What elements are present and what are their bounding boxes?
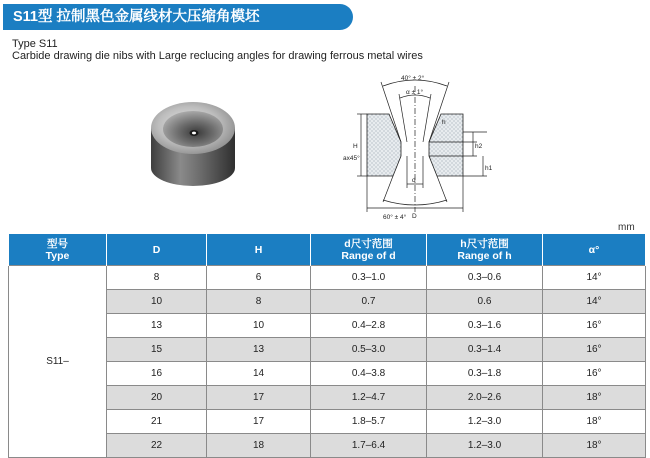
product-description: Carbide drawing die nibs with Large reclucing angles for drawing ferrous metal wires <box>12 50 423 62</box>
cell-d-range: 0.4–2.8 <box>311 314 427 338</box>
cell-alpha: 14° <box>543 266 646 290</box>
table-row <box>9 266 646 290</box>
cell-d-range: 0.5–3.0 <box>311 338 427 362</box>
cell-h-range: 1.2–3.0 <box>427 410 543 434</box>
cell-H: 6 <box>207 266 311 290</box>
cell-alpha: 16° <box>543 314 646 338</box>
cell-D: 16 <box>107 362 207 386</box>
column-header-h-range: h尺寸范围 Range of h <box>427 234 543 266</box>
cell-H: 17 <box>207 386 311 410</box>
cell-d-range: 0.4–3.8 <box>311 362 427 386</box>
cell-h-range: 0.3–1.4 <box>427 338 543 362</box>
column-header-d-range: d尺寸范围 Range of d <box>311 234 427 266</box>
table-header-row <box>9 234 646 266</box>
cell-D: 8 <box>107 266 207 290</box>
D-label: D <box>412 213 417 220</box>
chamfer-label: ax45° <box>343 155 360 162</box>
cell-alpha: 14° <box>543 290 646 314</box>
cell-H: 13 <box>207 338 311 362</box>
cell-d-range: 1.7–6.4 <box>311 434 427 458</box>
column-header-type: 型号 Type <box>9 234 107 266</box>
cross-section-diagram <box>317 72 497 222</box>
inner-angle-label: α ± 1° <box>406 89 424 96</box>
type-cell: S11– <box>9 266 107 458</box>
spec-table <box>8 234 646 458</box>
cell-alpha: 18° <box>543 386 646 410</box>
title-banner <box>3 4 353 30</box>
cell-h-range: 1.2–3.0 <box>427 434 543 458</box>
cell-H: 18 <box>207 434 311 458</box>
cell-d-range: 1.2–4.7 <box>311 386 427 410</box>
cell-D: 20 <box>107 386 207 410</box>
page-title: S11型 拉制黑色金属线材大压缩角模坯 <box>13 9 260 25</box>
cell-H: 8 <box>207 290 311 314</box>
column-header-D: D <box>107 234 207 266</box>
cell-H: 14 <box>207 362 311 386</box>
cell-D: 13 <box>107 314 207 338</box>
top-angle-label: 40° ± 2° <box>401 75 425 82</box>
cell-D: 15 <box>107 338 207 362</box>
cell-h-range: 2.0–2.6 <box>427 386 543 410</box>
die-nib-photo <box>148 98 238 190</box>
cell-alpha: 18° <box>543 434 646 458</box>
cell-D: 21 <box>107 410 207 434</box>
type-label: Type S11 <box>12 38 58 50</box>
h-label: h <box>442 119 446 126</box>
cell-h-range: 0.3–1.6 <box>427 314 543 338</box>
H-label: H <box>353 143 358 150</box>
cell-H: 17 <box>207 410 311 434</box>
column-header-H: H <box>207 234 311 266</box>
cell-d-range: 0.3–1.0 <box>311 266 427 290</box>
column-header-alpha: α° <box>543 234 646 266</box>
cell-h-range: 0.3–1.8 <box>427 362 543 386</box>
cell-D: 10 <box>107 290 207 314</box>
cell-alpha: 16° <box>543 338 646 362</box>
cell-alpha: 16° <box>543 362 646 386</box>
cell-h-range: 0.3–0.6 <box>427 266 543 290</box>
cell-D: 22 <box>107 434 207 458</box>
cell-d-range: 1.8–5.7 <box>311 410 427 434</box>
bottom-angle-label: 60° ± 4° <box>383 214 407 221</box>
cell-h-range: 0.6 <box>427 290 543 314</box>
cell-d-range: 0.7 <box>311 290 427 314</box>
d-label: d <box>412 177 416 184</box>
cell-H: 10 <box>207 314 311 338</box>
unit-label: mm <box>618 222 635 233</box>
h2-label: h2 <box>475 143 483 150</box>
cell-alpha: 18° <box>543 410 646 434</box>
h1-label: h1 <box>485 165 493 172</box>
